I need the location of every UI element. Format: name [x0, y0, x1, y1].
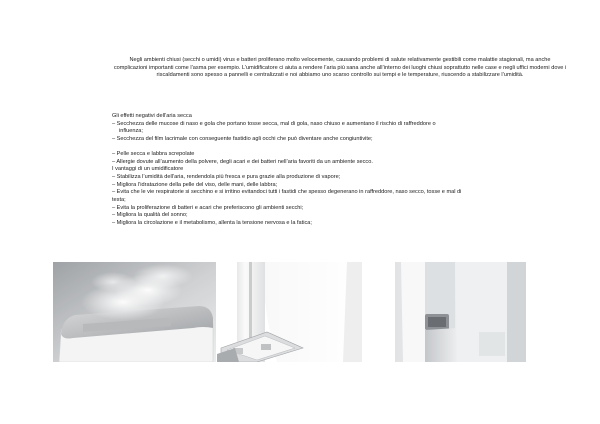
- intro-paragraph: Negli ambienti chiusi (secchi o umidi) virus e batteri proliferano molto velocemente, causando problemi di salute relativamente gestibili come malattie stagionali, ma anche complicazioni importanti come l’asma per esempio. L’umidificatore ci aiuta a rendere l’aria più sana anche all’interno dei luoghi chiusi soprattutto nelle case e negli uffici moderni dove i riscaldamenti sono spesso a pannelli e centralizzati e noi abbiamo uno scarso controllo sui tempi e le temperature, riuscendo a stabilizzare l’umidità.: [113, 57, 567, 79]
- benefits-item-continued: testa;: [112, 197, 126, 204]
- effects-item: – Secchezza del film lacrimale con conseguente fastidio agli occhi che può diventare anche congiuntivite;: [112, 136, 373, 143]
- side-title-line2: [24, 132, 25, 246]
- effects-item: – Pelle secca e labbra screpolate: [112, 150, 195, 157]
- benefits-item: – Evita la proliferazione di batteri e acari che preferiscono gli ambienti secchi;: [112, 204, 304, 211]
- side-title-graphic: [24, 58, 116, 246]
- humidifier-tray-photo: [217, 262, 362, 362]
- effects-item: – Secchezza delle mucose di naso e gola che portano tosse secca, mal di gola, naso chiuso e aumentano il rischio di raffreddore o: [112, 120, 436, 127]
- humidifier-front-photo: [395, 262, 526, 362]
- benefits-item: – Migliora l’idratazione della pelle del viso, delle mani, delle labbra;: [112, 181, 278, 188]
- humidifier-top-photo: [53, 262, 216, 362]
- side-title: [24, 58, 116, 246]
- text-body: [112, 113, 572, 228]
- benefits-item: – Migliora la circolazione e il metabolismo, allenta la tensione nervosa e la fatica;: [112, 220, 312, 227]
- benefits-item: – Evita che le vie respiratorie si secchino e si irritino evitandoci tutti i fastidi che spesso degenerano in raffreddore, naso secco, tosse e mal di: [112, 189, 462, 196]
- effects-item: – Allergie dovute all’aumento della polvere, degli acari e dei batteri nell’aria favoriti da un ambiente secco.: [112, 158, 373, 165]
- benefits-heading: I vantaggi di un umidificatore: [112, 166, 184, 173]
- effects-item-continued: influenza;: [119, 128, 143, 135]
- effects-heading: Gli effetti negativi dell’aria secca: [112, 113, 192, 119]
- spacer: [112, 144, 572, 151]
- benefits-item: – Migliora la qualità del sonno;: [112, 212, 188, 219]
- benefits-item: – Stabilizza l’umidità dell’aria, rendendola più fresca e pura grazie alla produzione di vapore;: [112, 173, 341, 180]
